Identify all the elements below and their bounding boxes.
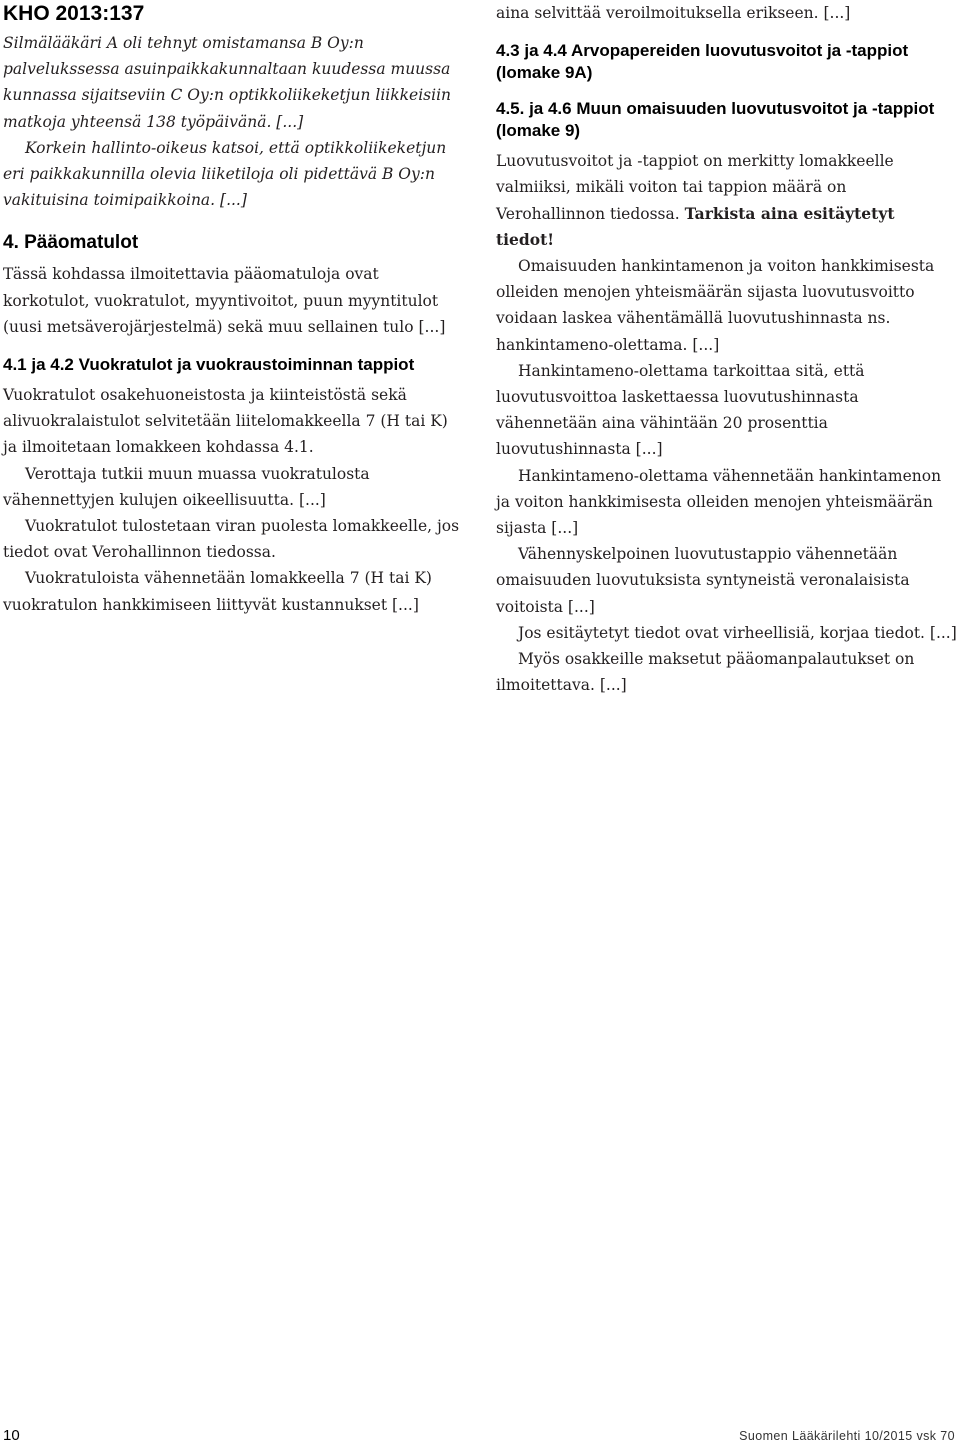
journal-footer: Suomen Lääkärilehti 10/2015 vsk 70 xyxy=(739,1429,955,1443)
subsection-heading-securities: 4.3 ja 4.4 Arvopapereiden luovutusvoitot ja -tappiot (lomake 9A) xyxy=(496,41,909,83)
paragraph-losses: Vähennyskelpoinen luovutustappio vähennetään omaisuuden luovutuksista syntyneistä veronalaisista voitoista [...] xyxy=(496,545,910,616)
paragraph-capital-returns: Myös osakkeille maksetut pääomanpalautukset on ilmoitettava. [...] xyxy=(496,650,915,695)
paragraph-corrections: Jos esitäytetyt tiedot ovat virheellisiä, korjaa tiedot. [...] xyxy=(518,623,957,642)
paragraph-acquisition-1: Omaisuuden hankintamenon ja voiton hankkimisesta olleiden menojen yhteismäärän sijasta luovutusvoitto voidaan laskea vähentämällä luovutushinnasta ns. hankintameno-olettama. [...] xyxy=(496,257,935,354)
paragraph-acquisition-3: Hankintameno-olettama vähennetään hankintamenon ja voiton hankkimisesta olleiden menojen yhteismäärän sijasta [...] xyxy=(496,466,942,538)
check-prefilled-note: Tarkista aina esitäytetyt tiedot! xyxy=(496,203,895,249)
section-heading: 4. Pääomatulot xyxy=(3,232,139,254)
paragraph-rental-1: Vuokratulot osakehuoneistosta ja kiinteistöstä sekä alivuokralaistulot selvitetään liitelomakkeella 7 (H tai K) ja ilmoitetaan lomakkeen kohdassa 4.1. xyxy=(3,386,448,457)
paragraph-rental-4: Vuokratuloista vähennetään lomakkeella 7 (H tai K) vuokratulon hankkimiseen liittyvät kustannukset [...] xyxy=(3,569,432,614)
left-column xyxy=(3,0,465,618)
paragraph-continued: aina selvittää veroilmoituksella erikseen. [...] xyxy=(496,4,851,22)
right-column xyxy=(496,0,957,698)
paragraph-acquisition-2: Hankintameno-olettama tarkoittaa sitä, että luovutusvoittoa laskettaessa luovutushinnasta vähennetään aina vähintään 20 prosenttia luovutushinnasta [...] xyxy=(496,361,865,459)
paragraph-rental-2: Verottaja tutkii muun muassa vuokratulosta vähennettyjen kulujen oikeellisuutta. [...] xyxy=(3,464,370,509)
paragraph-gains-text: Luovutusvoitot ja -tappiot on merkitty lomakkeelle valmiiksi, mikäli voiton tai tappion määrä on Verohallinnon tiedossa. xyxy=(496,152,894,223)
subsection-heading-other-assets: 4.5. ja 4.6 Muun omaisuuden luovutusvoitot ja -tappiot (lomake 9) xyxy=(496,99,935,141)
case-text-2: Korkein hallinto-oikeus katsoi, että optikkoliikeketjun eri paikkakunnilla olevia liiketiloja oli pidettävä B Oy:n vakituisina toimipaikkoina. [...] xyxy=(3,138,447,210)
page-number: 10 xyxy=(3,1427,20,1444)
subsection-heading-rental: 4.1 ja 4.2 Vuokratulot ja vuokraustoiminnan tappiot xyxy=(3,355,415,375)
section-text: Tässä kohdassa ilmoitettavia pääomatuloja ovat korkotulot, vuokratulot, myyntivoitot, puun myyntitulot (uusi metsäverojärjestelmä) sekä muu sellainen tulo [...] xyxy=(3,265,446,336)
case-text: Silmälääkäri A oli tehnyt omistamansa B Oy:n palvelukssessa asuinpaikkakunnaltaan kuudessa muussa kunnassa sijaitseviin C Oy:n optikkoliikeketjun liikkeisiin matkoja yhteensä 138 työpäivänä. [...] xyxy=(3,34,452,131)
paragraph-rental-3: Vuokratulot tulostetaan viran puolesta lomakkeelle, jos tiedot ovat Verohallinnon tiedossa. xyxy=(3,517,460,562)
case-heading: KHO 2013:137 xyxy=(3,2,145,25)
paragraph-gains xyxy=(496,148,957,253)
